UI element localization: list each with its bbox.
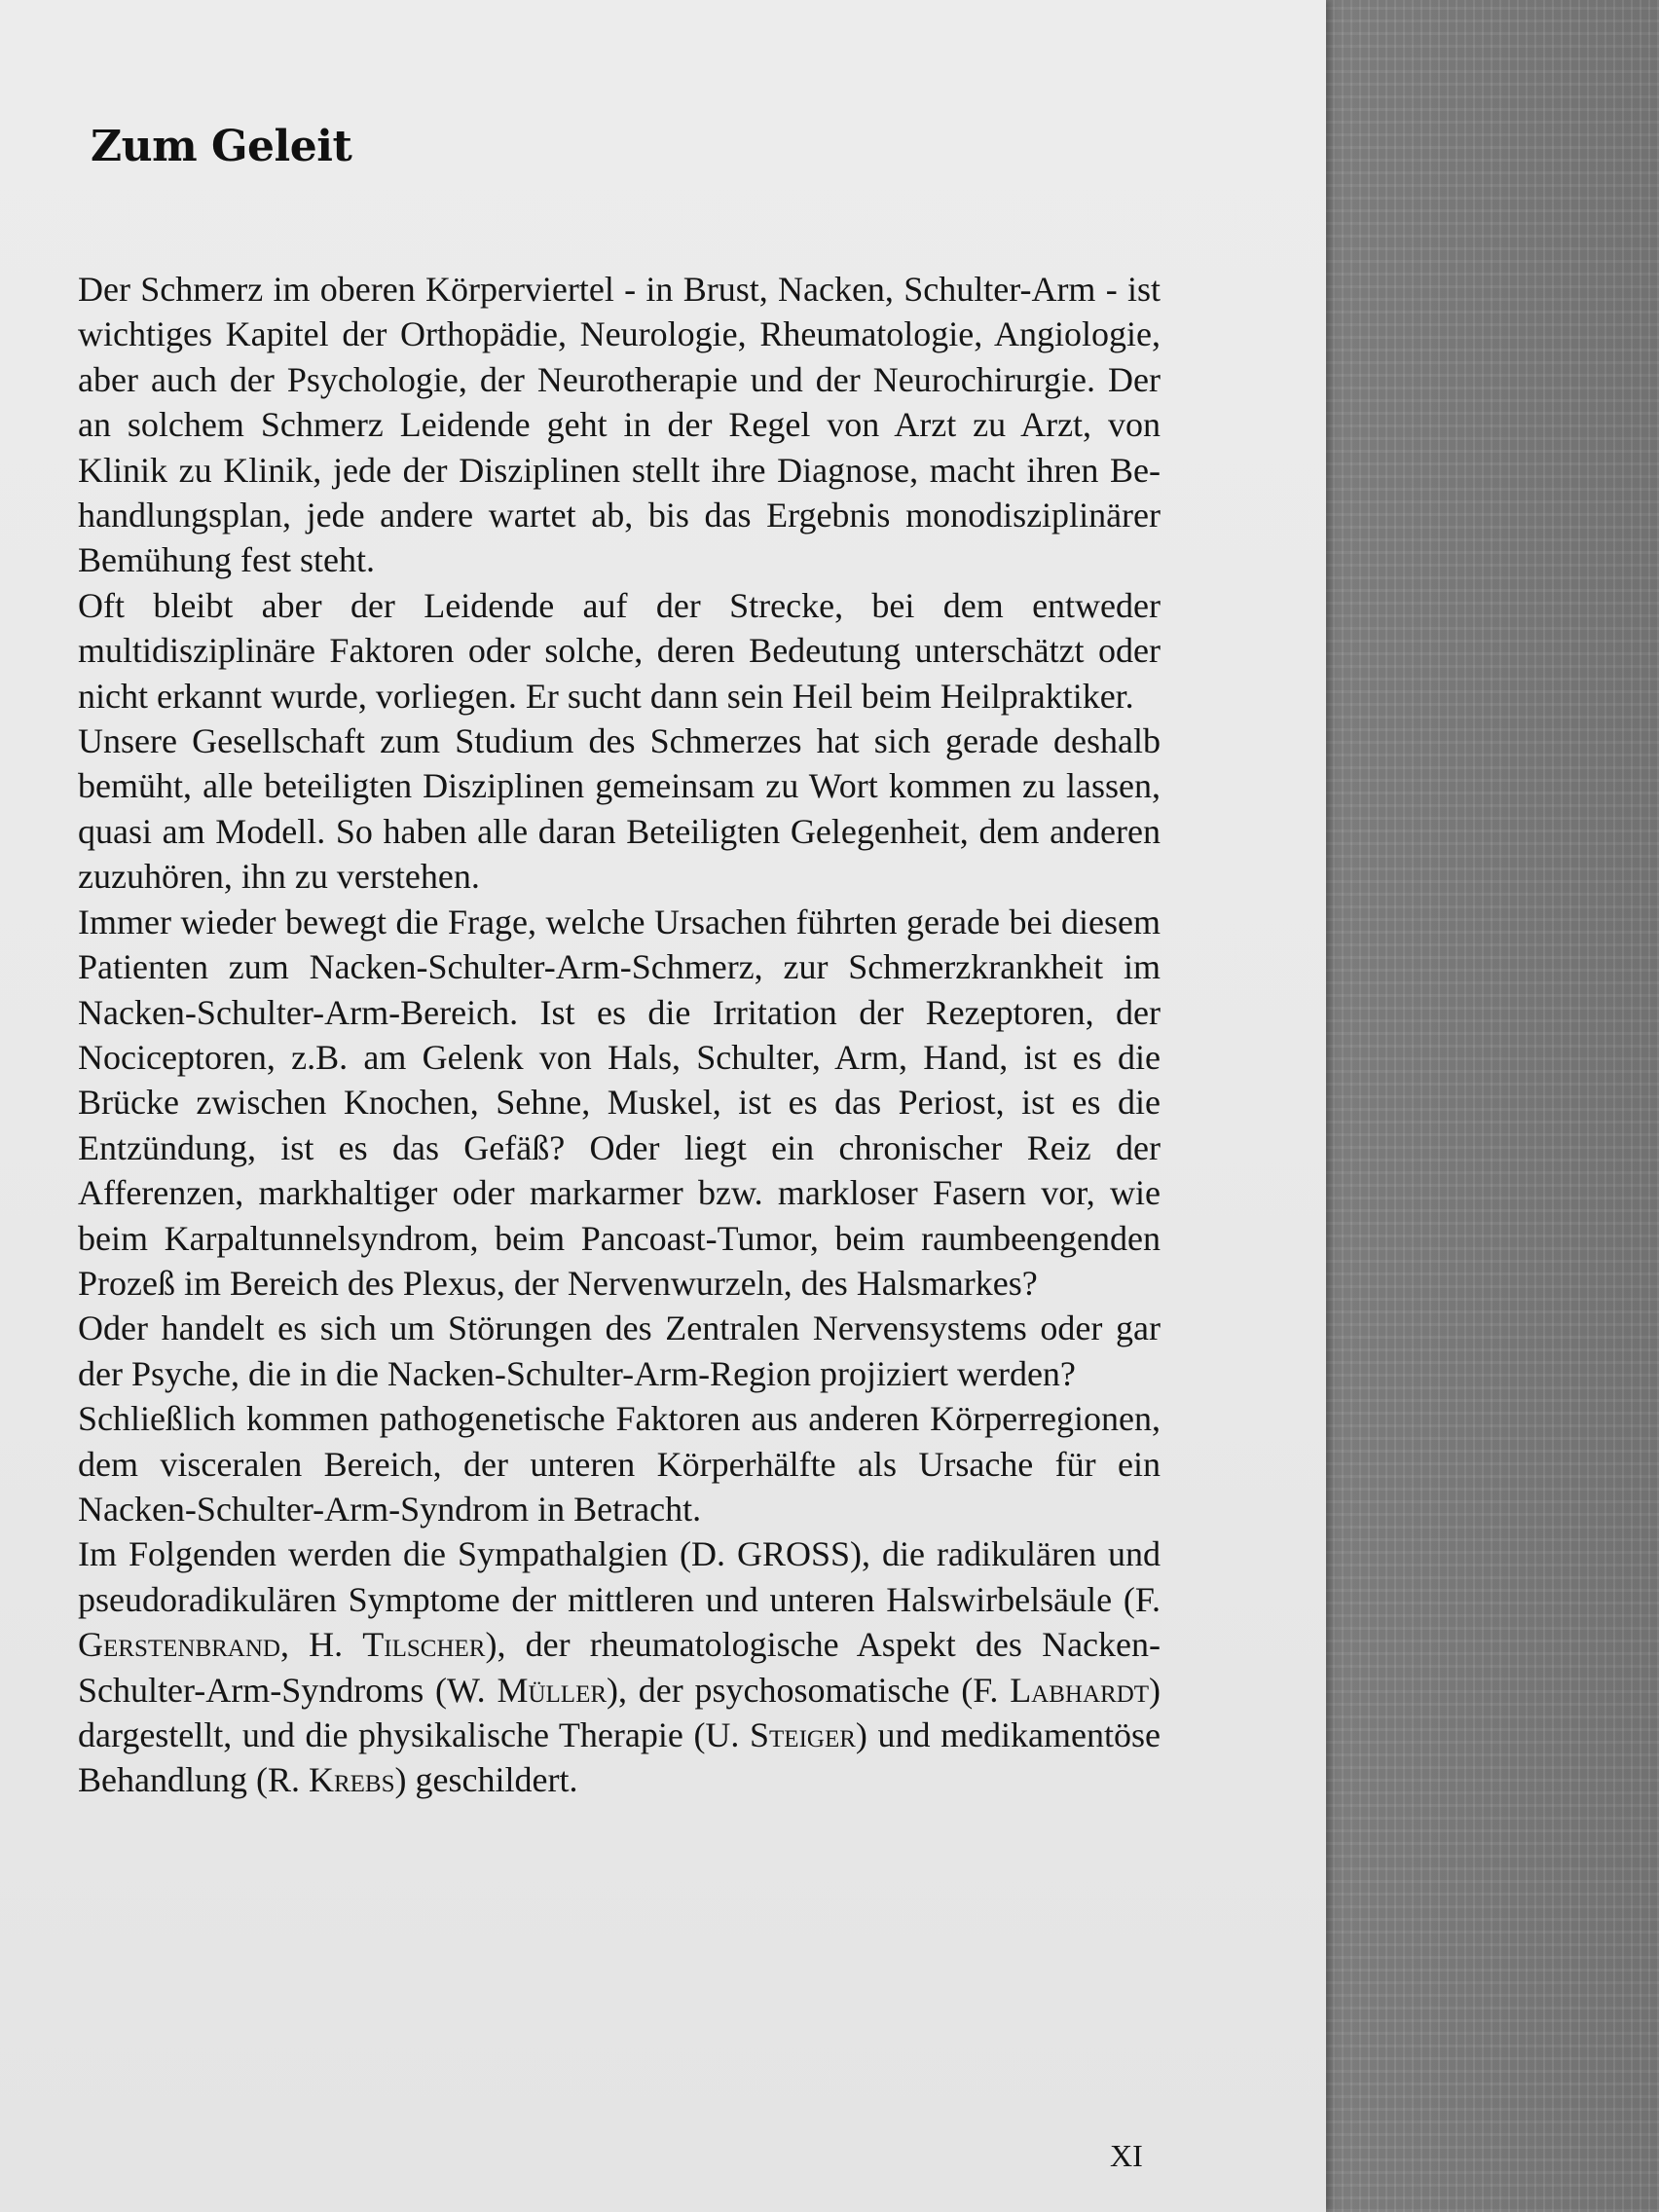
paragraph-5: Oder handelt es sich um Störungen des Zentralen Nervensystems oder gar der Psyche, die in die Nacken-Schulter-Arm-Region projiziert werden? xyxy=(78,1309,1161,1393)
author-name-steiger: Steiger xyxy=(750,1715,856,1754)
page-number: XI xyxy=(1110,2138,1143,2173)
paragraph-2: Oft bleibt aber der Leidende auf der Strecke, bei dem entweder multidisziplinäre Faktoren oder solche, deren Bedeutung unterschätzt oder nicht erkannt wurde, vorliegen. Er sucht dann sein Heil beim Heilpraktiker. xyxy=(78,585,1161,716)
page-title: Zum Geleit xyxy=(91,122,352,171)
paragraph-3: Unsere Gesellschaft zum Studium des Schmerzes hat sich gerade deshalb bemüht, alle beteiligten Disziplinen gemeinsam zu Wort kommen zu lassen, quasi am Modell. So haben alle daran Beteiligten Gelegenheit, dem anderen zuzuhören, ihn zu verstehen. xyxy=(78,721,1161,897)
author-name-gerstenbrand: Gerstenbrand xyxy=(78,1625,280,1665)
text-segment: ) geschildert. xyxy=(394,1760,578,1800)
text-segment: , H. xyxy=(279,1625,363,1665)
author-name-mueller: Müller xyxy=(497,1670,608,1710)
paragraph-7 xyxy=(78,1531,1161,1802)
body-text xyxy=(78,267,1161,1803)
paragraph-4: Immer wieder bewegt die Frage, welche Ursachen führten gerade bei diesem Patienten zum Nacken-Schulter-Arm-Schmerz, zur Schmerzkrankheit im Nacken-Schulter-Arm-Bereich. Ist es die Irritation der Rezeptoren, der Nociceptoren, z.B. am Gelenk von Hals, Schulter, Arm, Hand, ist es die Brücke zwischen Knochen, Sehne, Muskel, ist es das Periost, ist es die Entzündung, ist es das Gefäß? Oder liegt ein chronischer Reiz der Afferenzen, markhaltiger oder markarmer bzw. markloser Fasern vor, wie beim Karpaltunnelsyndrom, beim Pancoast-Tumor, beim raumbeengenden Prozeß im Bereich des Plexus, der Nervenwurzeln, des Halsmarkes? xyxy=(78,902,1161,1303)
paragraph-1: Der Schmerz im oberen Körperviertel - in Brust, Nacken, Schulter-Arm - ist wichtiges Kapitel der Orthopädie, Neurologie, Rheumatologie, Angiologie, aber auch der Psychologie, der Neurotherapie und der Neurochirurgie. Der an solchem Schmerz Leidende geht in der Regel von Arzt zu Arzt, von Klinik zu Klinik, jede der Disziplinen stellt ihre Diagnose, macht ihren Behandlungsplan, jede andere wartet ab, bis das Ergebnis monodisziplinärer Bemühung fest steht. xyxy=(78,270,1161,580)
author-name-tilscher: Tilscher xyxy=(362,1625,486,1665)
background-surface xyxy=(1324,0,1659,2212)
text-segment: ) dargestellt, und die physikalische Therapie (U. xyxy=(78,1670,1161,1754)
text-segment: ), die radikulären und pseudoradikulären Symptome der mittleren und unteren Halswirbelsäule (F. xyxy=(78,1534,1161,1619)
text-segment: ) und medikamentöse Behandlung (R. xyxy=(78,1715,1161,1800)
text-segment: ), der rheumatologische Aspekt des Nacken-Schulter-Arm-Syndroms (W. xyxy=(78,1625,1161,1710)
author-name-krebs: Krebs xyxy=(308,1760,395,1800)
paragraph-6: Schließlich kommen pathogenetische Faktoren aus anderen Körperregionen, dem visceralen Bereich, der unteren Körperhälfte als Ursache für ein Nacken-Schulter-Arm-Syndrom in Betracht. xyxy=(78,1399,1161,1529)
text-segment: Im Folgenden werden die Sympathalgien (D. xyxy=(78,1534,737,1574)
author-name-gross: GROSS xyxy=(736,1534,851,1574)
author-name-labhardt: Labhardt xyxy=(1010,1670,1150,1710)
text-segment: ), der psychosomatische (F. xyxy=(607,1670,1011,1710)
